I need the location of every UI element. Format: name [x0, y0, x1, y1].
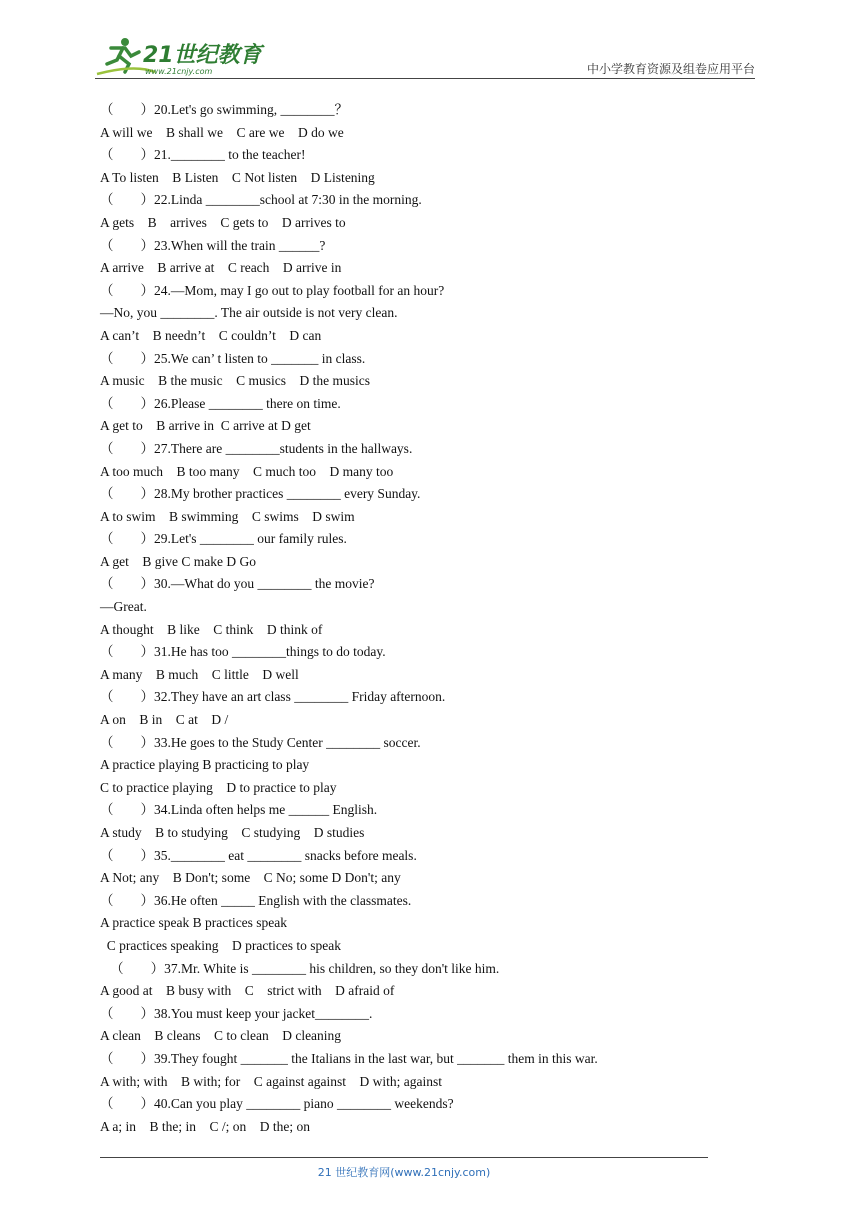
question-line: A will we B shall we C are we D do we [100, 124, 344, 140]
question-line: （ ）24.—Mom, may I go out to play football for an hour? [100, 282, 445, 298]
logo-url: www.21cnjy.com [145, 67, 213, 76]
question-line: （ ）26.Please ________ there on time. [100, 395, 341, 411]
question-line: （ ）30.—What do you ________ the movie? [100, 576, 375, 592]
runner-logo-icon [95, 34, 265, 78]
footer-text: 21 世纪教育网(www.21cnjy.com) [317, 1166, 491, 1179]
question-line: A good at B busy with C strict with D afraid of [100, 983, 395, 999]
question-line: A many B much C little D well [100, 666, 299, 682]
question-line: —No, you ________. The air outside is not very clean. [100, 305, 398, 321]
question-line: （ ）35.________ eat ________ snacks before meals. [100, 847, 417, 863]
question-line: C to practice playing D to practice to play [100, 779, 337, 795]
site-logo [95, 34, 265, 78]
question-line: （ ）33.He goes to the Study Center ________ soccer. [100, 734, 421, 750]
question-line: A thought B like C think D think of [100, 621, 323, 637]
question-line: A clean B cleans C to clean D cleaning [100, 1028, 342, 1044]
question-line: （ ）37.Mr. White is ________ his children, so they don't like him. [100, 960, 500, 976]
question-line: A practice playing B practicing to play [100, 757, 310, 773]
question-list [100, 99, 740, 1138]
question-line: A with; with B with; for C against against D with; against [100, 1073, 442, 1089]
question-line: A can’t B needn’t C couldn’t D can [100, 327, 322, 343]
question-line: C practices speaking D practices to speak [100, 937, 342, 953]
question-line: （ ）29.Let's ________ our family rules. [100, 531, 347, 547]
question-line: A Not; any B Don't; some C No; some D Don't; any [100, 870, 401, 886]
question-line: A music B the music C musics D the musics [100, 373, 370, 389]
question-line: A too much B too many C much too D many too [100, 463, 394, 479]
question-line: （ ）38.You must keep your jacket________. [100, 1005, 373, 1021]
question-line: （ ）20.Let's go swimming, ________？ [100, 102, 349, 117]
page-header [95, 30, 755, 80]
question-line: A on B in C at D / [100, 712, 229, 728]
header-divider [95, 78, 755, 79]
question-line: A to swim B swimming C swims D swim [100, 508, 355, 524]
question-line: A get B give C make D Go [100, 553, 256, 569]
question-line: （ ）34.Linda often helps me ______ English. [100, 802, 378, 818]
question-line: A a; in B the; in C /; on D the; on [100, 1118, 310, 1134]
question-line: （ ）31.He has too ________things to do today. [100, 644, 386, 660]
question-line: A practice speak B practices speak [100, 915, 288, 931]
footer-divider [100, 1157, 708, 1158]
header-platform-text: 中小学教育资源及组卷应用平台 [586, 62, 755, 76]
question-line: A get to B arrive in C arrive at D get [100, 418, 311, 434]
question-line: A gets B arrives C gets to D arrives to [100, 214, 346, 230]
question-line: （ ）28.My brother practices ________ every Sunday. [100, 486, 421, 502]
question-line: A study B to studying C studying D studies [100, 825, 365, 840]
question-line: （ ）21.________ to the teacher! [100, 147, 306, 163]
question-line: （ ）25.We can’ t listen to _______ in class. [100, 350, 366, 366]
question-line: （ ）40.Can you play ________ piano ________ weekends? [100, 1096, 454, 1112]
logo-text: 21世纪教育 [143, 43, 262, 68]
question-line: A arrive B arrive at C reach D arrive in [100, 260, 342, 276]
question-line: （ ）27.There are ________students in the hallways. [100, 440, 413, 456]
question-line: —Great. [100, 599, 147, 615]
question-line: （ ）36.He often _____ English with the classmates. [100, 892, 412, 908]
question-line: （ ）23.When will the train ______? [100, 237, 326, 253]
question-line: A To listen B Listen C Not listen D Listening [100, 169, 375, 185]
question-line: （ ）32.They have an art class ________ Friday afternoon. [100, 689, 446, 705]
question-line: （ ）39.They fought _______ the Italians in the last war, but _______ them in this war. [100, 1050, 598, 1066]
question-line: （ ）22.Linda ________school at 7:30 in the morning. [100, 192, 422, 208]
